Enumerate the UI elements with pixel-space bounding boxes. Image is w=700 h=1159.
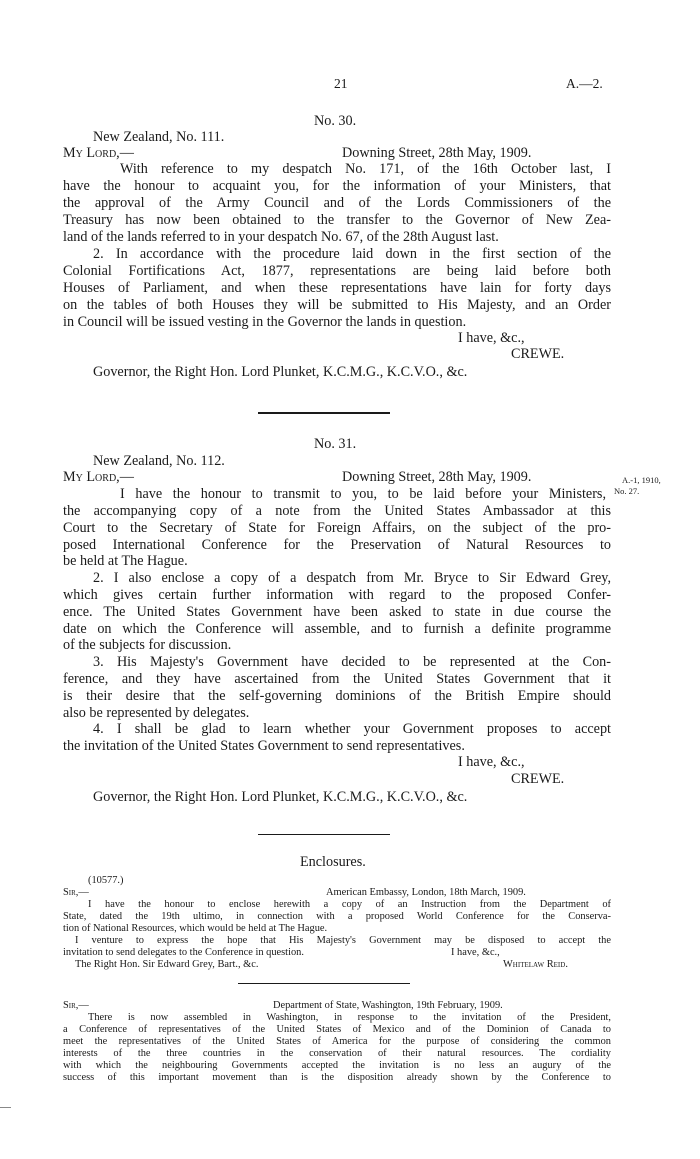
letter-30-para-1-line-5: land of the lands referred to in your despatch No. 67, of the 28th August last. [63,229,499,245]
enclosure-divider [238,983,410,984]
enclosure-reference-number: (10577.) [88,875,124,886]
letter-30-para-1-line-4: Treasury has now been obtained to the transfer to the Governor of New Zea- [63,212,611,228]
letter-30-para-2-line-2: Colonial Fortifications Act, 1877, representations are being laid before both [63,263,611,279]
letter-31-closing: I have, &c., [458,754,525,770]
letter-30-number: No. 30. [314,113,357,129]
letter-31-addressee: Governor, the Right Hon. Lord Plunket, K.C.M.G., K.C.V.O., &c. [93,789,468,805]
letter-31-para-2-line-1: 2. I also enclose a copy of a despatch from Mr. Bryce to Sir Edward Grey, [93,570,611,586]
margin-reference-line-2: No. 27. [614,486,640,496]
letter-31-para-3-line-1: 3. His Majesty's Government have decided to be represented at the Con- [93,654,611,670]
edge-scan-mark [0,1107,11,1108]
letter-31-para-1-line-4: posed International Conference for the Preservation of Natural Resources to [63,537,611,553]
letter-31-para-4-line-1: 4. I shall be glad to learn whether your Government proposes to accept [93,721,611,737]
letter-30-para-1-line-3: the approval of the Army Council and of the Lords Commissioners of the [63,195,611,211]
enclosures-heading: Enclosures. [300,854,366,870]
enclosure-2-para-1-line-1: There is now assembled in Washington, in response to the invitation of the President, [88,1012,611,1023]
section-divider-thick [258,412,390,414]
letter-31-para-3-line-3: is their desire that the self-governing dominions of the British Empire should [63,688,611,704]
letter-30-para-2-line-4: on the tables of both Houses they will be submitted to His Majesty, and an Order [63,297,611,313]
letter-30-salutation: My Lord,— [63,145,134,161]
enclosure-2-place-date: Department of State, Washington, 19th February, 1909. [273,1000,503,1011]
letter-31-para-2-line-2: which gives certain further information with regard to the proposed Confer- [63,587,611,603]
enclosure-2-salutation: Sir,— [63,1000,89,1011]
letter-31-para-1-line-2: the accompanying copy of a note from the United States Ambassador at this [63,503,611,519]
letter-31-signature: CREWE. [511,771,565,787]
enclosure-1-place-date: American Embassy, London, 18th March, 1909. [326,887,526,898]
enclosure-1-closing: I have, &c., [451,947,500,958]
letter-31-para-2-line-4: date on which the Conference will assemble, and to furnish a definite programme [63,621,611,637]
letter-30-addressee: Governor, the Right Hon. Lord Plunket, K.C.M.G., K.C.V.O., &c. [93,364,468,380]
letter-31-place-date: Downing Street, 28th May, 1909. [342,469,532,485]
letter-30-para-2-line-5: in Council will be issued vesting in the Governor the lands in question. [63,314,467,330]
letter-30-closing: I have, &c., [458,330,525,346]
enclosure-2-para-1-line-3: meet the representatives of the United States of America for the purpose of considering the common [63,1036,611,1047]
enclosure-1-addressee: The Right Hon. Sir Edward Grey, Bart., &c. [75,959,259,970]
letter-31-para-3-line-4: also be represented by delegates. [63,705,250,721]
letter-31-para-4-line-2: the invitation of the United States Government to send representatives. [63,738,465,754]
letter-30-place-date: Downing Street, 28th May, 1909. [342,145,532,161]
enclosure-1-salutation: Sir,— [63,887,89,898]
enclosure-1-para-1-line-2: State, dated the 19th ultimo, in connection with a proposed World Conference for the Conserva- [63,911,611,922]
letter-31-salutation: My Lord,— [63,469,134,485]
letter-31-para-1-line-3: Court to the Secretary of State for Foreign Affairs, on the subject of the pro- [63,520,611,536]
enclosure-1-para-1-line-1: I have the honour to enclose herewith a copy of an Instruction from the Department of [88,899,611,910]
letter-31-para-1-line-1: I have the honour to transmit to you, to be laid before your Ministers, [120,486,606,502]
letter-30-para-2-line-1: 2. In accordance with the procedure laid down in the first section of the [93,246,611,262]
enclosure-1-signature: Whitelaw Reid. [503,959,568,970]
letter-31-para-1-line-5: be held at The Hague. [63,553,188,569]
page-number: 21 [334,76,348,91]
enclosure-2-para-1-line-4: interests of the three countries in the conservation of their natural resources. The cordiality [63,1048,611,1059]
enclosure-2-para-1-line-5: with which the neighbouring Governments accepted the invitation is no less an augury of the [63,1060,611,1071]
letter-30-dispatch-ref: New Zealand, No. 111. [93,129,225,145]
letter-31-number: No. 31. [314,436,357,452]
letter-30-para-1-line-2: have the honour to acquaint you, for the information of your Ministers, that [63,178,611,194]
section-divider-thin [258,834,390,835]
letter-31-para-3-line-2: ference, and they have ascertained from the United States Government that it [63,671,611,687]
margin-reference-line-1: A.-1, 1910, [622,475,661,485]
letter-30-para-1-line-1: With reference to my despatch No. 171, of the 16th October last, I [120,161,611,177]
enclosure-2-para-1-line-2: a Conference of representatives of the United States of Mexico and of the Dominion of Canada to [63,1024,611,1035]
enclosure-1-para-2-line-1: I venture to express the hope that His Majesty's Government may be disposed to accept the [75,935,611,946]
letter-30-para-2-line-3: Houses of Parliament, and when these representations have lain for forty days [63,280,611,296]
letter-31-para-2-line-5: of the subjects for discussion. [63,637,232,653]
letter-30-signature: CREWE. [511,346,565,362]
report-reference: A.—2. [566,76,603,91]
enclosure-2-para-1-line-6: success of this important movement than is the disposition already shown by the Conference to [63,1072,611,1083]
enclosure-1-para-1-line-3: tion of National Resources, which would be held at The Hague. [63,923,328,934]
letter-31-dispatch-ref: New Zealand, No. 112. [93,453,225,469]
letter-31-para-2-line-3: ence. The United States Government have been asked to state in due course the [63,604,611,620]
enclosure-1-para-2-line-2: invitation to send delegates to the Conference in question. [63,947,304,958]
